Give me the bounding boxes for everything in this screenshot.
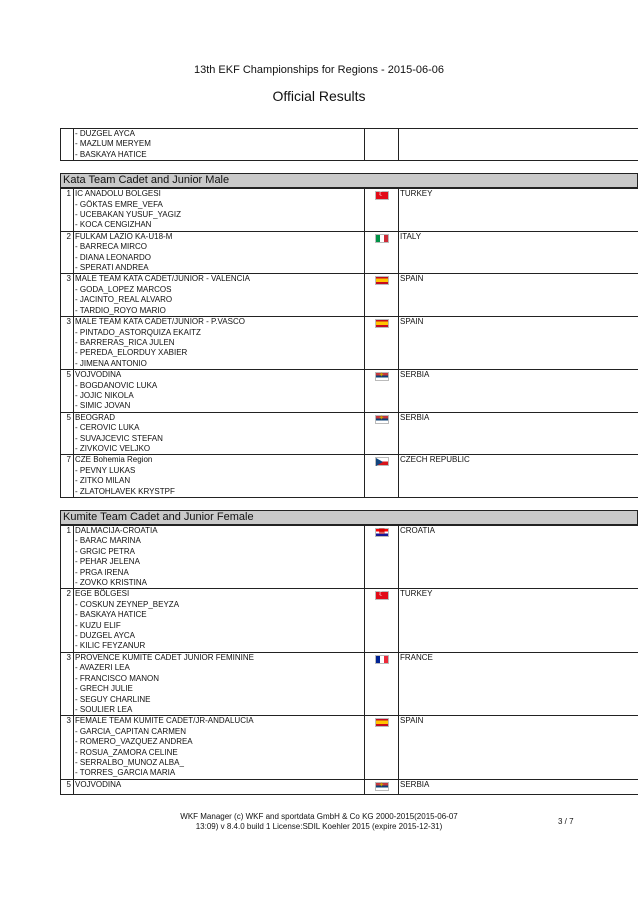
team-member: - KILIC FEYZANUR	[75, 641, 146, 651]
results-table	[60, 128, 638, 161]
team-cell	[74, 189, 365, 232]
team-member: - SUVAJCEVIC STEFAN	[75, 433, 163, 443]
table-row	[61, 317, 638, 370]
table-row	[61, 589, 638, 652]
czech-flag-icon	[375, 457, 389, 466]
spain-flag-icon	[375, 718, 389, 727]
flag-cell	[365, 231, 399, 274]
team-member: - GRGIC PETRA	[75, 546, 136, 556]
country-cell: ITALY	[399, 231, 638, 274]
team-member: - GODA_LOPEZ MARCOS	[75, 284, 172, 294]
page-header-subtitle: Official Results	[272, 88, 366, 104]
france-flag-icon	[375, 655, 389, 664]
country-cell: SERBIA	[399, 779, 638, 794]
table-row	[61, 231, 638, 274]
country-cell: CZECH REPUBLIC	[399, 455, 638, 498]
team-cell	[74, 412, 365, 455]
footer-license-line-1: WKF Manager (c) WKF and sportdata GmbH & Co KG 2000-2015(2015-06-07	[180, 812, 458, 821]
page-footer	[0, 812, 638, 832]
serbia-flag-icon: ✦	[375, 782, 389, 791]
section-title: Kata Team Cadet and Junior Male	[60, 173, 638, 188]
flag-cell	[365, 129, 399, 161]
team-member: - BASKAYA HATICE	[75, 610, 147, 620]
team-member: - JIMENA ANTONIO	[75, 358, 147, 368]
team-member: - DUZGEL AYCA	[75, 129, 136, 138]
rank-cell: 5	[61, 779, 74, 794]
team-name: DALMACIJA-CROATIA	[75, 526, 158, 535]
team-name: MALE TEAM KATA CADET/JUNIOR - P.VASCO	[75, 317, 245, 327]
team-member: - ZIVKOVIC VELJKO	[75, 443, 151, 453]
team-member: - SOULIER LEA	[75, 704, 133, 714]
team-cell	[74, 455, 365, 498]
table-row	[61, 129, 638, 161]
team-member: - AVAZERI LEA	[75, 663, 130, 673]
team-member: - DUZGEL AYCA	[75, 631, 136, 641]
team-member: - UCEBAKAN YUSUF_YAGIZ	[75, 210, 181, 220]
flag-cell	[365, 716, 399, 779]
italy-flag-icon	[375, 234, 389, 243]
team-name: PROVENCE KUMITE CADET JUNIOR FEMININE	[75, 652, 254, 662]
team-member: - PEVNY LUKAS	[75, 465, 136, 475]
country-cell: SPAIN	[399, 716, 638, 779]
rank-cell: 7	[61, 455, 74, 498]
country-cell: SPAIN	[399, 317, 638, 370]
country-cell: FRANCE	[399, 652, 638, 715]
rank-cell: 2	[61, 589, 74, 652]
rank-cell: 1	[61, 189, 74, 232]
team-member: - BASKAYA HATICE	[75, 149, 147, 159]
team-member: - ROMERO_VAZQUEZ ANDREA	[75, 737, 193, 747]
serbia-flag-icon: ✦	[375, 415, 389, 424]
team-member: - ZOVKO KRISTINA	[75, 578, 148, 588]
rank-cell: 1	[61, 526, 74, 589]
croatia-flag-icon: ▦	[375, 528, 389, 537]
team-member: - ROSUA_ZAMORA CELINE	[75, 747, 178, 757]
team-cell	[74, 231, 365, 274]
rank-cell: 3	[61, 652, 74, 715]
team-cell	[74, 589, 365, 652]
flag-cell	[365, 370, 399, 413]
team-name: BEOGRAD	[75, 412, 116, 422]
team-member: - TARDIO_ROYO MARIO	[75, 305, 166, 315]
team-cell	[74, 129, 365, 161]
team-name: VOJVODINA	[75, 779, 122, 789]
team-member: - PEREDA_ELORDUY XABIER	[75, 348, 188, 358]
country-cell: SERBIA	[399, 412, 638, 455]
rank-cell: 3	[61, 274, 74, 317]
team-member: - JOJIC NIKOLA	[75, 390, 134, 400]
page-header-title: 13th EKF Championships for Regions - 2015-06-06	[193, 64, 445, 76]
rank-cell: 5	[61, 370, 74, 413]
results-content	[60, 128, 638, 795]
team-member: - SEGUY CHARLINE	[75, 694, 151, 704]
flag-cell	[365, 412, 399, 455]
team-member: - PRGA IRENA	[75, 567, 129, 577]
team-name: MALE TEAM KATA CADET/JUNIOR - VALENCIA	[75, 274, 250, 284]
team-member: - GÖKTAS EMRE_VEFA	[75, 199, 163, 209]
team-member: - KUZU ELIF	[75, 620, 121, 630]
team-name: EGE BÖLGESI	[75, 589, 130, 599]
flag-cell	[365, 189, 399, 232]
team-name: IC ANADOLU BOLGESI	[75, 189, 161, 199]
country-cell	[399, 129, 638, 161]
team-name: VOJVODINA	[75, 370, 122, 380]
rank-cell: 3	[61, 317, 74, 370]
footer-license-line-2: 13:09) v 8.4.0 build 1 License:SDIL Koehler 2015 (expire 2015-12-31)	[195, 822, 443, 831]
team-member: - TORRES_GARCIA MARIA	[75, 768, 176, 778]
country-cell: TURKEY	[399, 189, 638, 232]
team-member: - COSKUN ZEYNEP_BEYZA	[75, 599, 180, 609]
country-cell: CROATIA	[399, 526, 638, 589]
flag-cell	[365, 455, 399, 498]
flag-cell	[365, 589, 399, 652]
table-row	[61, 779, 638, 794]
team-cell	[74, 317, 365, 370]
team-name: FEMALE TEAM KUMITE CADET/JR-ANDALUCIA	[75, 716, 254, 726]
team-member: - ZLATOHLAVEK KRYSTPF	[75, 486, 175, 496]
flag-cell	[365, 652, 399, 715]
team-cell	[74, 526, 365, 589]
spain-flag-icon	[375, 319, 389, 328]
team-member: - GARCIA_CAPITAN CARMEN	[75, 726, 186, 736]
team-member: - SPERATI ANDREA	[75, 263, 149, 273]
team-member: - BARRECA MIRCO	[75, 242, 148, 252]
team-member: - BOGDANOVIC LUKA	[75, 380, 158, 390]
flag-cell	[365, 779, 399, 794]
table-row	[61, 526, 638, 589]
table-row	[61, 189, 638, 232]
team-name: CZE Bohemia Region	[75, 455, 153, 465]
team-cell	[74, 652, 365, 715]
country-cell: SERBIA	[399, 370, 638, 413]
results-table	[60, 188, 638, 498]
team-member: - KOCA CENGIZHAN	[75, 220, 152, 230]
table-row	[61, 274, 638, 317]
rank-cell: 3	[61, 716, 74, 779]
team-member: - BARRERAS_RICA JULEN	[75, 337, 175, 347]
team-member: - MAZLUM MERYEM	[75, 139, 151, 149]
turkey-flag-icon: ☾	[375, 191, 389, 200]
team-cell	[74, 716, 365, 779]
team-member: - PEHAR JELENA	[75, 557, 140, 567]
team-member: - JACINTO_REAL ALVARO	[75, 295, 173, 305]
table-row	[61, 716, 638, 779]
flag-cell	[365, 274, 399, 317]
section-title: Kumite Team Cadet and Junior Female	[60, 510, 638, 525]
team-member: - SIMIC JOVAN	[75, 401, 131, 411]
serbia-flag-icon: ✦	[375, 372, 389, 381]
table-row	[61, 455, 638, 498]
page-number: 3 / 7	[558, 817, 574, 826]
rank-cell	[61, 129, 74, 161]
flag-cell	[365, 317, 399, 370]
results-table	[60, 525, 638, 795]
team-cell	[74, 779, 365, 794]
team-member: - FRANCISCO MANON	[75, 673, 159, 683]
team-member: - PINTADO_ASTORQUIZA EKAITZ	[75, 327, 201, 337]
rank-cell: 5	[61, 412, 74, 455]
team-member: - DIANA LEONARDO	[75, 252, 152, 262]
team-member: - GRECH JULIE	[75, 684, 133, 694]
team-name: FULKAM LAZIO KA-U18-M	[75, 231, 173, 241]
table-row	[61, 370, 638, 413]
rank-cell: 2	[61, 231, 74, 274]
country-cell: TURKEY	[399, 589, 638, 652]
team-member: - ZITKO MILAN	[75, 476, 131, 486]
flag-cell	[365, 526, 399, 589]
country-cell: SPAIN	[399, 274, 638, 317]
table-row	[61, 412, 638, 455]
turkey-flag-icon: ☾	[375, 591, 389, 600]
team-member: - SERRALBO_MUNOZ ALBA_	[75, 757, 184, 767]
team-cell	[74, 370, 365, 413]
team-member: - CEROVIC LUKA	[75, 423, 140, 433]
team-member: - BARAC MARINA	[75, 536, 141, 546]
table-row	[61, 652, 638, 715]
team-cell	[74, 274, 365, 317]
spain-flag-icon	[375, 276, 389, 285]
